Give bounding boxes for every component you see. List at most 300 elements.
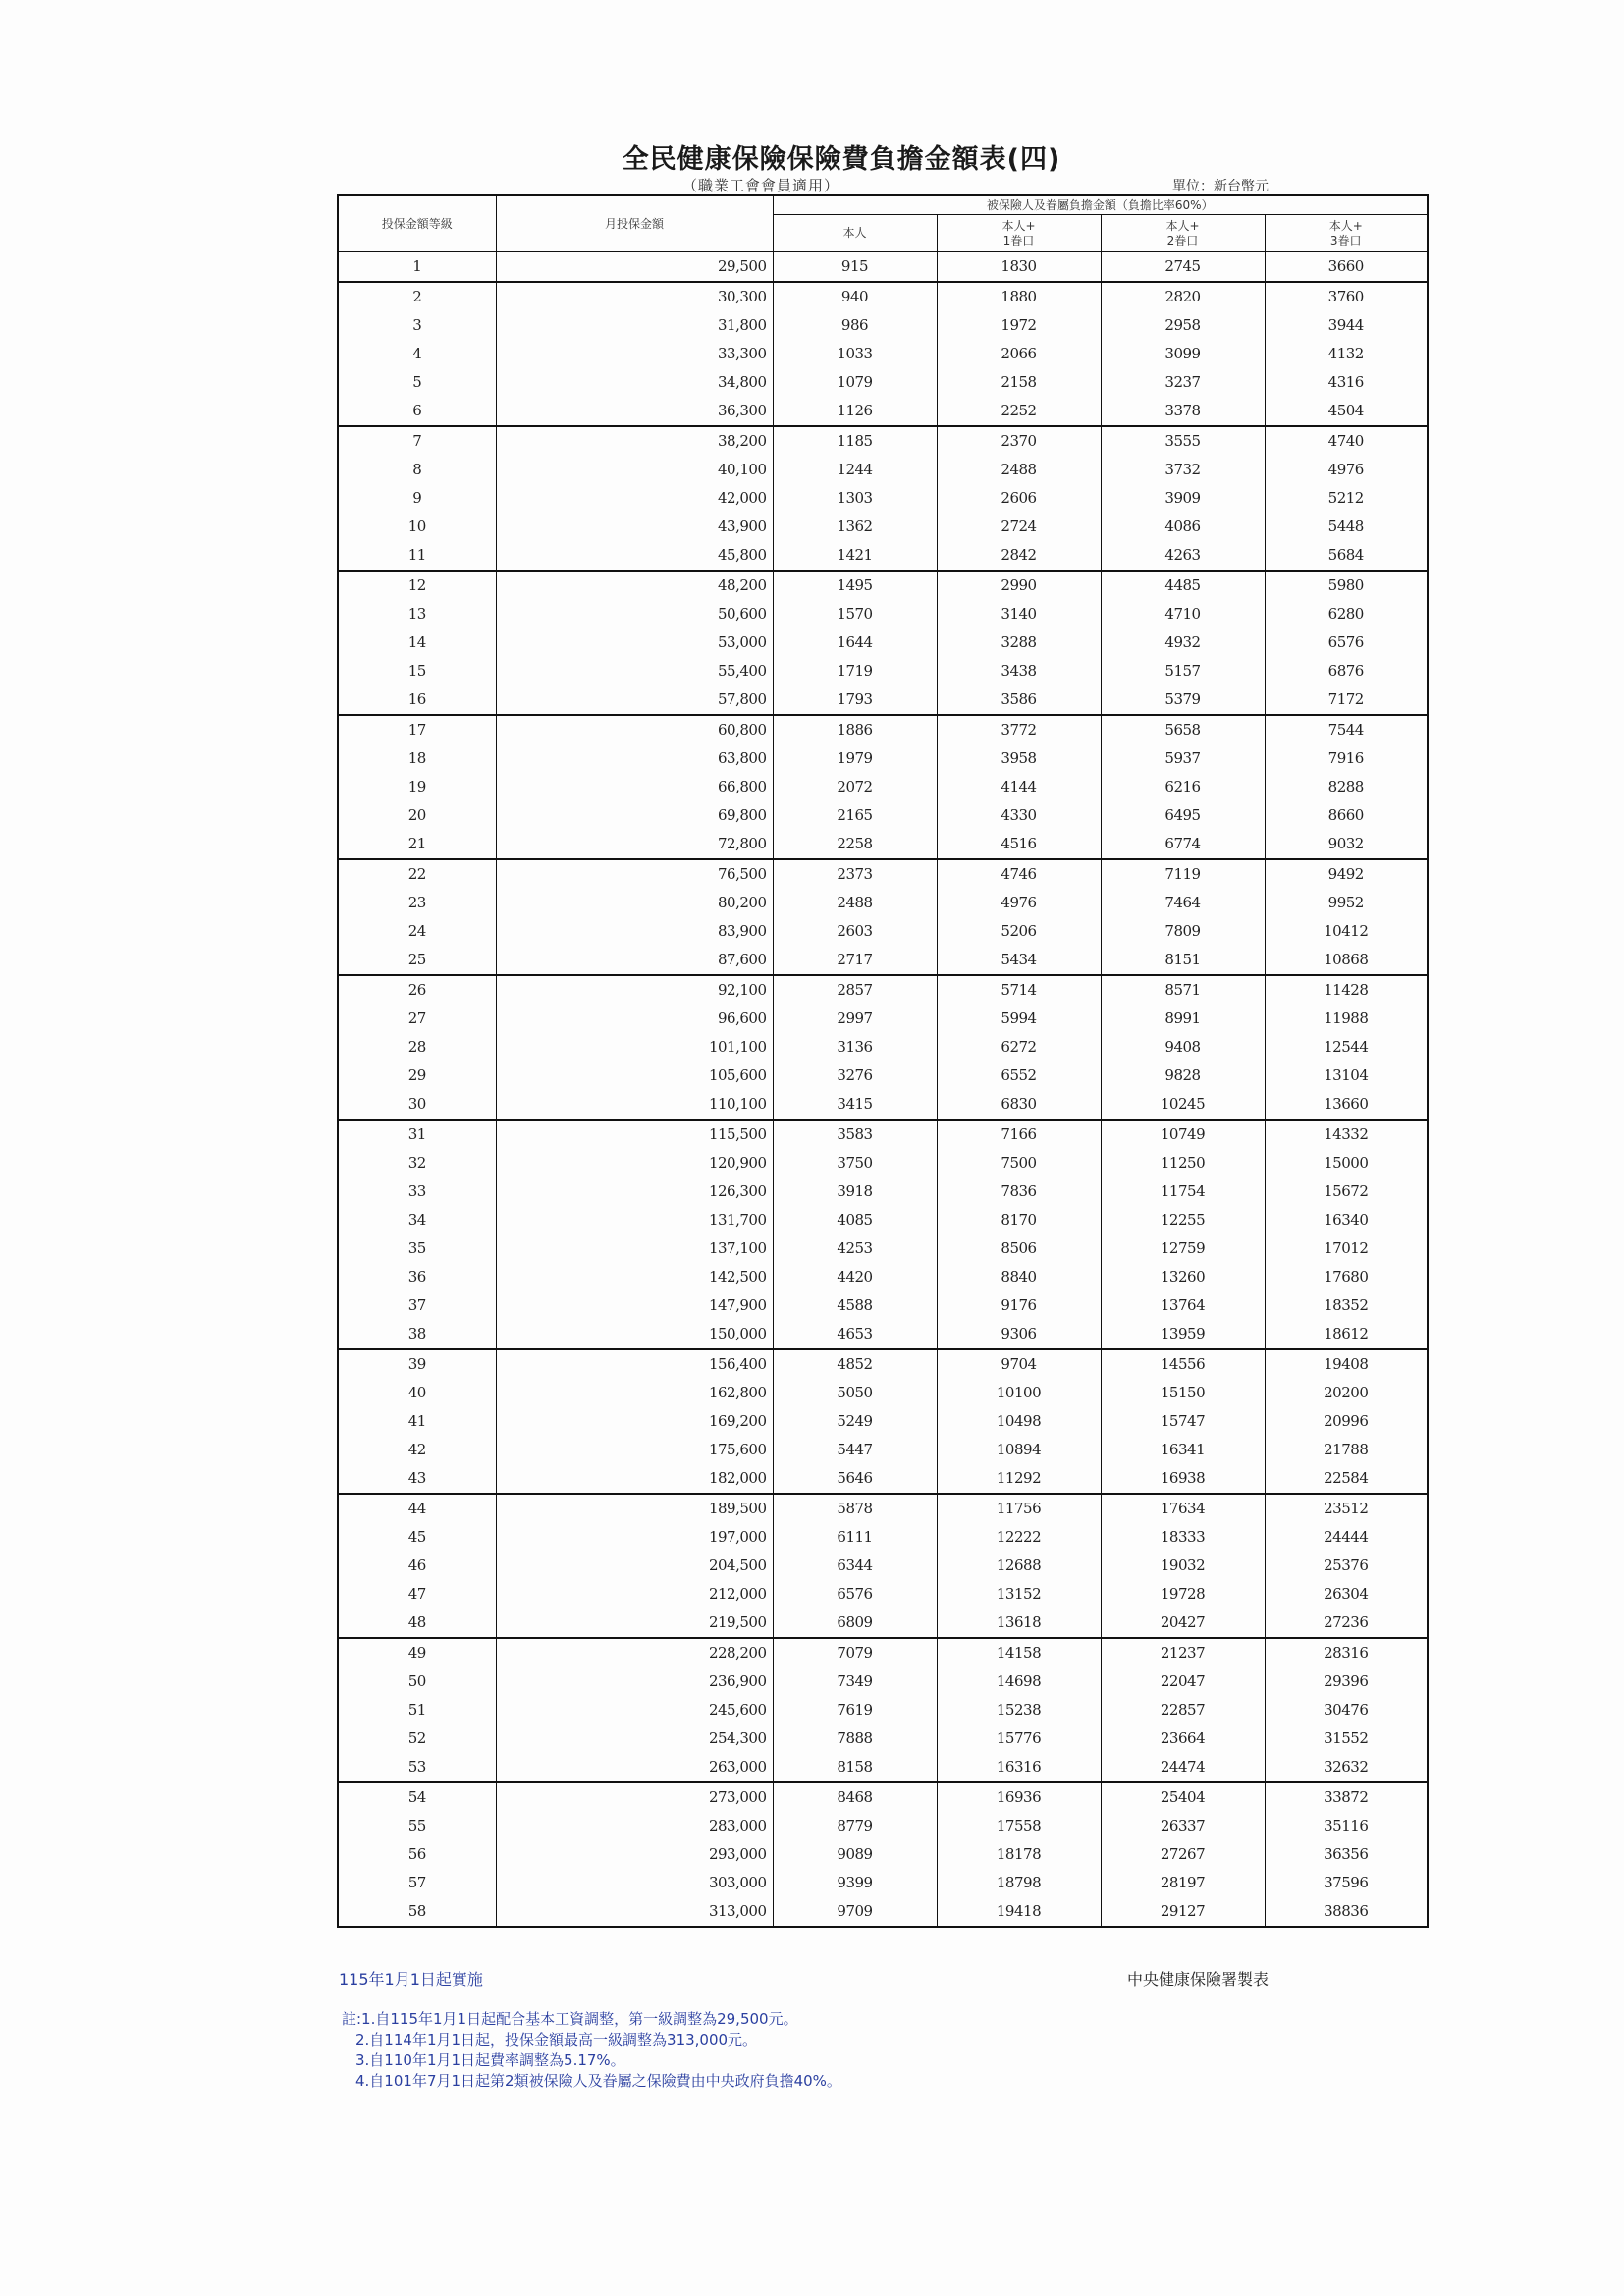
cell-grade: 52 <box>338 1724 496 1753</box>
cell-plus1: 13618 <box>937 1609 1101 1638</box>
cell-salary: 147,900 <box>496 1291 773 1320</box>
cell-plus2: 3732 <box>1101 456 1265 484</box>
cell-plus1: 2842 <box>937 541 1101 571</box>
cell-plus1: 10100 <box>937 1379 1101 1407</box>
cell-self: 9399 <box>773 1869 937 1897</box>
cell-plus2: 11250 <box>1101 1149 1265 1177</box>
cell-self: 1886 <box>773 715 937 744</box>
cell-salary: 42,000 <box>496 484 773 513</box>
cell-self: 915 <box>773 252 937 283</box>
cell-grade: 51 <box>338 1696 496 1724</box>
cell-plus2: 20427 <box>1101 1609 1265 1638</box>
cell-salary: 110,100 <box>496 1090 773 1120</box>
cell-grade: 13 <box>338 600 496 629</box>
cell-self: 1079 <box>773 368 937 397</box>
cell-plus1: 7836 <box>937 1177 1101 1206</box>
note-item: 2.自114年1月1日起，投保金額最高一級調整為313,000元。 <box>355 2031 758 2049</box>
cell-grade: 2 <box>338 282 496 311</box>
cell-salary: 245,600 <box>496 1696 773 1724</box>
cell-plus1: 8840 <box>937 1263 1101 1291</box>
cell-grade: 26 <box>338 975 496 1005</box>
cell-salary: 182,000 <box>496 1464 773 1494</box>
cell-self: 8779 <box>773 1812 937 1840</box>
cell-grade: 19 <box>338 773 496 801</box>
cell-plus2: 27267 <box>1101 1840 1265 1869</box>
cell-plus3: 4132 <box>1265 340 1428 368</box>
cell-plus3: 4976 <box>1265 456 1428 484</box>
cell-plus2: 3237 <box>1101 368 1265 397</box>
header-plus2 <box>1101 215 1265 252</box>
cell-grade: 6 <box>338 397 496 426</box>
table-row <box>338 1464 1428 1494</box>
cell-salary: 236,900 <box>496 1667 773 1696</box>
cell-plus1: 9704 <box>937 1349 1101 1379</box>
cell-plus2: 8991 <box>1101 1005 1265 1033</box>
page-subtitle: （職業工會會員適用） <box>682 177 840 194</box>
cell-salary: 131,700 <box>496 1206 773 1234</box>
cell-plus2: 2820 <box>1101 282 1265 311</box>
cell-self: 5646 <box>773 1464 937 1494</box>
cell-plus1: 12222 <box>937 1523 1101 1552</box>
cell-salary: 254,300 <box>496 1724 773 1753</box>
cell-salary: 313,000 <box>496 1897 773 1927</box>
cell-salary: 66,800 <box>496 773 773 801</box>
cell-plus2: 28197 <box>1101 1869 1265 1897</box>
currency-unit: 單位：新台幣元 <box>1172 179 1269 194</box>
table-row <box>338 1523 1428 1552</box>
cell-salary: 50,600 <box>496 600 773 629</box>
table-row <box>338 1320 1428 1349</box>
cell-grade: 10 <box>338 513 496 541</box>
cell-grade: 55 <box>338 1812 496 1840</box>
table-row <box>338 426 1428 456</box>
cell-plus3: 15000 <box>1265 1149 1428 1177</box>
cell-plus1: 3772 <box>937 715 1101 744</box>
cell-plus1: 5714 <box>937 975 1101 1005</box>
table-row <box>338 252 1428 283</box>
cell-self: 6111 <box>773 1523 937 1552</box>
cell-plus2: 3909 <box>1101 484 1265 513</box>
cell-grade: 12 <box>338 571 496 600</box>
cell-plus3: 28316 <box>1265 1638 1428 1667</box>
cell-self: 2165 <box>773 801 937 830</box>
cell-plus3: 3660 <box>1265 252 1428 283</box>
cell-grade: 25 <box>338 946 496 975</box>
cell-plus3: 10412 <box>1265 917 1428 946</box>
cell-plus3: 33872 <box>1265 1782 1428 1812</box>
cell-salary: 101,100 <box>496 1033 773 1062</box>
cell-plus3: 17680 <box>1265 1263 1428 1291</box>
cell-self: 4085 <box>773 1206 937 1234</box>
cell-salary: 150,000 <box>496 1320 773 1349</box>
cell-plus3: 15672 <box>1265 1177 1428 1206</box>
header-plus1 <box>937 215 1101 252</box>
cell-plus3: 24444 <box>1265 1523 1428 1552</box>
header-burden-group: 被保險人及眷屬負擔金額（負擔比率60%） <box>773 195 1428 215</box>
cell-plus3: 31552 <box>1265 1724 1428 1753</box>
cell-self: 1303 <box>773 484 937 513</box>
cell-self: 1244 <box>773 456 937 484</box>
cell-plus1: 1830 <box>937 252 1101 283</box>
cell-plus3: 17012 <box>1265 1234 1428 1263</box>
cell-salary: 57,800 <box>496 685 773 715</box>
cell-plus3: 23512 <box>1265 1494 1428 1523</box>
cell-plus3: 11988 <box>1265 1005 1428 1033</box>
cell-grade: 23 <box>338 889 496 917</box>
table-row <box>338 1609 1428 1638</box>
cell-plus3: 6876 <box>1265 657 1428 685</box>
cell-plus2: 4485 <box>1101 571 1265 600</box>
cell-plus2: 22857 <box>1101 1696 1265 1724</box>
table-row <box>338 1897 1428 1927</box>
cell-salary: 60,800 <box>496 715 773 744</box>
cell-salary: 96,600 <box>496 1005 773 1033</box>
cell-grade: 3 <box>338 311 496 340</box>
cell-self: 2603 <box>773 917 937 946</box>
cell-grade: 30 <box>338 1090 496 1120</box>
table-row <box>338 1062 1428 1090</box>
cell-self: 2258 <box>773 830 937 859</box>
table-row <box>338 801 1428 830</box>
cell-salary: 228,200 <box>496 1638 773 1667</box>
cell-plus1: 6830 <box>937 1090 1101 1120</box>
cell-grade: 36 <box>338 1263 496 1291</box>
cell-grade: 24 <box>338 917 496 946</box>
table-row <box>338 1436 1428 1464</box>
table-row <box>338 1149 1428 1177</box>
cell-self: 3750 <box>773 1149 937 1177</box>
cell-plus2: 12255 <box>1101 1206 1265 1234</box>
cell-plus2: 22047 <box>1101 1667 1265 1696</box>
cell-self: 1185 <box>773 426 937 456</box>
cell-plus2: 5379 <box>1101 685 1265 715</box>
cell-plus1: 9176 <box>937 1291 1101 1320</box>
cell-plus1: 5206 <box>937 917 1101 946</box>
table-row <box>338 917 1428 946</box>
cell-plus1: 15776 <box>937 1724 1101 1753</box>
table-row <box>338 715 1428 744</box>
cell-self: 7888 <box>773 1724 937 1753</box>
cell-plus2: 4263 <box>1101 541 1265 571</box>
effective-date: 115年1月1日起實施 <box>339 1970 483 1989</box>
table-row <box>338 1638 1428 1667</box>
cell-plus3: 29396 <box>1265 1667 1428 1696</box>
cell-salary: 43,900 <box>496 513 773 541</box>
cell-plus1: 11756 <box>937 1494 1101 1523</box>
cell-plus1: 7166 <box>937 1120 1101 1149</box>
cell-plus1: 1972 <box>937 311 1101 340</box>
table-row <box>338 685 1428 715</box>
cell-self: 8468 <box>773 1782 937 1812</box>
cell-self: 5249 <box>773 1407 937 1436</box>
cell-plus2: 2745 <box>1101 252 1265 283</box>
cell-grade: 21 <box>338 830 496 859</box>
cell-plus2: 8571 <box>1101 975 1265 1005</box>
cell-plus1: 15238 <box>937 1696 1101 1724</box>
cell-grade: 57 <box>338 1869 496 1897</box>
table-row <box>338 541 1428 571</box>
table-row <box>338 484 1428 513</box>
cell-salary: 30,300 <box>496 282 773 311</box>
table-row <box>338 744 1428 773</box>
cell-plus3: 20200 <box>1265 1379 1428 1407</box>
table-row <box>338 657 1428 685</box>
table-header <box>338 195 1428 252</box>
cell-plus2: 7809 <box>1101 917 1265 946</box>
cell-salary: 212,000 <box>496 1580 773 1609</box>
cell-plus2: 9828 <box>1101 1062 1265 1090</box>
table-row <box>338 830 1428 859</box>
cell-salary: 87,600 <box>496 946 773 975</box>
cell-salary: 48,200 <box>496 571 773 600</box>
cell-plus3: 10868 <box>1265 946 1428 975</box>
cell-plus3: 7544 <box>1265 715 1428 744</box>
cell-grade: 47 <box>338 1580 496 1609</box>
cell-salary: 197,000 <box>496 1523 773 1552</box>
table-row <box>338 456 1428 484</box>
cell-plus3: 4740 <box>1265 426 1428 456</box>
cell-plus1: 2606 <box>937 484 1101 513</box>
cell-self: 6576 <box>773 1580 937 1609</box>
header-self: 本人 <box>773 215 937 252</box>
cell-self: 3276 <box>773 1062 937 1090</box>
cell-self: 5050 <box>773 1379 937 1407</box>
cell-plus3: 12544 <box>1265 1033 1428 1062</box>
cell-salary: 263,000 <box>496 1753 773 1782</box>
cell-plus1: 3438 <box>937 657 1101 685</box>
cell-grade: 5 <box>338 368 496 397</box>
cell-salary: 80,200 <box>496 889 773 917</box>
cell-self: 4852 <box>773 1349 937 1379</box>
cell-self: 7619 <box>773 1696 937 1724</box>
cell-self: 940 <box>773 282 937 311</box>
cell-grade: 1 <box>338 252 496 283</box>
cell-plus2: 21237 <box>1101 1638 1265 1667</box>
header-salary: 月投保金額 <box>496 195 773 252</box>
notes <box>342 2009 841 2092</box>
cell-grade: 11 <box>338 541 496 571</box>
cell-plus1: 11292 <box>937 1464 1101 1494</box>
cell-salary: 69,800 <box>496 801 773 830</box>
cell-plus1: 6272 <box>937 1033 1101 1062</box>
header-plus2-line1: 本人+ <box>1165 218 1200 233</box>
cell-grade: 37 <box>338 1291 496 1320</box>
table-row <box>338 773 1428 801</box>
cell-plus3: 16340 <box>1265 1206 1428 1234</box>
cell-salary: 126,300 <box>496 1177 773 1206</box>
page-title: 全民健康保險保險費負擔金額表(四) <box>622 144 1061 175</box>
cell-self: 1793 <box>773 685 937 715</box>
cell-salary: 142,500 <box>496 1263 773 1291</box>
cell-salary: 273,000 <box>496 1782 773 1812</box>
table-row <box>338 1407 1428 1436</box>
cell-plus2: 23664 <box>1101 1724 1265 1753</box>
table-row <box>338 1812 1428 1840</box>
cell-salary: 63,800 <box>496 744 773 773</box>
cell-self: 9709 <box>773 1897 937 1927</box>
cell-grade: 22 <box>338 859 496 889</box>
cell-salary: 83,900 <box>496 917 773 946</box>
cell-plus2: 19032 <box>1101 1552 1265 1580</box>
table-row <box>338 1090 1428 1120</box>
cell-self: 1033 <box>773 340 937 368</box>
cell-salary: 204,500 <box>496 1552 773 1580</box>
cell-plus2: 4086 <box>1101 513 1265 541</box>
cell-self: 986 <box>773 311 937 340</box>
note-item: 註:1.自115年1月1日起配合基本工資調整，第一級調整為29,500元。 <box>342 2010 798 2028</box>
cell-plus1: 3958 <box>937 744 1101 773</box>
table-row <box>338 368 1428 397</box>
cell-plus3: 38836 <box>1265 1897 1428 1927</box>
cell-plus2: 3555 <box>1101 426 1265 456</box>
cell-salary: 115,500 <box>496 1120 773 1149</box>
cell-grade: 48 <box>338 1609 496 1638</box>
cell-plus3: 9032 <box>1265 830 1428 859</box>
cell-self: 1421 <box>773 541 937 571</box>
cell-self: 1495 <box>773 571 937 600</box>
cell-grade: 56 <box>338 1840 496 1869</box>
cell-plus1: 5994 <box>937 1005 1101 1033</box>
cell-plus1: 8506 <box>937 1234 1101 1263</box>
cell-grade: 33 <box>338 1177 496 1206</box>
cell-salary: 303,000 <box>496 1869 773 1897</box>
cell-plus2: 4710 <box>1101 600 1265 629</box>
cell-plus2: 18333 <box>1101 1523 1265 1552</box>
cell-salary: 31,800 <box>496 311 773 340</box>
cell-plus3: 5212 <box>1265 484 1428 513</box>
table-row <box>338 1005 1428 1033</box>
cell-plus1: 2488 <box>937 456 1101 484</box>
cell-grade: 49 <box>338 1638 496 1667</box>
cell-plus3: 26304 <box>1265 1580 1428 1609</box>
cell-plus2: 7119 <box>1101 859 1265 889</box>
cell-self: 2997 <box>773 1005 937 1033</box>
cell-self: 9089 <box>773 1840 937 1869</box>
cell-salary: 33,300 <box>496 340 773 368</box>
cell-grade: 53 <box>338 1753 496 1782</box>
cell-grade: 46 <box>338 1552 496 1580</box>
table-row <box>338 1120 1428 1149</box>
table-row <box>338 1696 1428 1724</box>
note-item: 4.自101年7月1日起第2類被保險人及眷屬之保險費由中央政府負擔40%。 <box>355 2072 841 2090</box>
header-plus1-line2: 1眷口 <box>1002 233 1035 247</box>
cell-plus1: 6552 <box>937 1062 1101 1090</box>
table-row <box>338 629 1428 657</box>
table-row <box>338 889 1428 917</box>
cell-salary: 156,400 <box>496 1349 773 1379</box>
cell-salary: 283,000 <box>496 1812 773 1840</box>
cell-plus3: 11428 <box>1265 975 1428 1005</box>
cell-self: 3136 <box>773 1033 937 1062</box>
cell-plus3: 14332 <box>1265 1120 1428 1149</box>
cell-plus2: 2958 <box>1101 311 1265 340</box>
cell-plus2: 4932 <box>1101 629 1265 657</box>
cell-salary: 162,800 <box>496 1379 773 1407</box>
table-row <box>338 1494 1428 1523</box>
cell-plus3: 22584 <box>1265 1464 1428 1494</box>
cell-plus1: 7500 <box>937 1149 1101 1177</box>
cell-grade: 14 <box>338 629 496 657</box>
table-row <box>338 975 1428 1005</box>
cell-plus2: 25404 <box>1101 1782 1265 1812</box>
note-item: 3.自110年1月1日起費率調整為5.17%。 <box>355 2051 625 2069</box>
cell-salary: 293,000 <box>496 1840 773 1869</box>
cell-plus3: 6576 <box>1265 629 1428 657</box>
cell-plus2: 5157 <box>1101 657 1265 685</box>
cell-grade: 54 <box>338 1782 496 1812</box>
cell-plus3: 18612 <box>1265 1320 1428 1349</box>
cell-plus3: 6280 <box>1265 600 1428 629</box>
cell-plus1: 13152 <box>937 1580 1101 1609</box>
table-row <box>338 1206 1428 1234</box>
cell-salary: 34,800 <box>496 368 773 397</box>
table-row <box>338 1033 1428 1062</box>
cell-plus2: 10749 <box>1101 1120 1265 1149</box>
cell-plus3: 5684 <box>1265 541 1428 571</box>
cell-salary: 105,600 <box>496 1062 773 1090</box>
cell-plus3: 18352 <box>1265 1291 1428 1320</box>
cell-salary: 38,200 <box>496 426 773 456</box>
cell-grade: 15 <box>338 657 496 685</box>
cell-plus3: 20996 <box>1265 1407 1428 1436</box>
cell-salary: 36,300 <box>496 397 773 426</box>
cell-self: 2072 <box>773 773 937 801</box>
cell-plus1: 17558 <box>937 1812 1101 1840</box>
cell-plus3: 5980 <box>1265 571 1428 600</box>
cell-plus3: 35116 <box>1265 1812 1428 1840</box>
cell-salary: 120,900 <box>496 1149 773 1177</box>
table-body <box>338 252 1428 1928</box>
cell-grade: 18 <box>338 744 496 773</box>
cell-grade: 39 <box>338 1349 496 1379</box>
cell-plus2: 13260 <box>1101 1263 1265 1291</box>
table-row <box>338 571 1428 600</box>
cell-grade: 40 <box>338 1379 496 1407</box>
table-row <box>338 1552 1428 1580</box>
cell-grade: 34 <box>338 1206 496 1234</box>
cell-grade: 31 <box>338 1120 496 1149</box>
cell-plus3: 32632 <box>1265 1753 1428 1782</box>
cell-plus3: 25376 <box>1265 1552 1428 1580</box>
cell-plus3: 3760 <box>1265 282 1428 311</box>
table-row <box>338 513 1428 541</box>
table-row <box>338 1234 1428 1263</box>
cell-plus1: 1880 <box>937 282 1101 311</box>
cell-grade: 42 <box>338 1436 496 1464</box>
cell-plus1: 10894 <box>937 1436 1101 1464</box>
table-row <box>338 1753 1428 1782</box>
table-row <box>338 946 1428 975</box>
cell-plus1: 10498 <box>937 1407 1101 1436</box>
cell-plus3: 37596 <box>1265 1869 1428 1897</box>
cell-salary: 53,000 <box>496 629 773 657</box>
cell-grade: 50 <box>338 1667 496 1696</box>
cell-grade: 45 <box>338 1523 496 1552</box>
cell-plus1: 3586 <box>937 685 1101 715</box>
header-plus1-line1: 本人+ <box>1001 218 1036 233</box>
cell-plus2: 3378 <box>1101 397 1265 426</box>
table-row <box>338 1840 1428 1869</box>
cell-plus2: 14556 <box>1101 1349 1265 1379</box>
cell-salary: 55,400 <box>496 657 773 685</box>
cell-self: 2488 <box>773 889 937 917</box>
cell-plus3: 13104 <box>1265 1062 1428 1090</box>
cell-grade: 7 <box>338 426 496 456</box>
cell-plus3: 13660 <box>1265 1090 1428 1120</box>
cell-plus1: 2158 <box>937 368 1101 397</box>
cell-plus3: 3944 <box>1265 311 1428 340</box>
cell-self: 5447 <box>773 1436 937 1464</box>
